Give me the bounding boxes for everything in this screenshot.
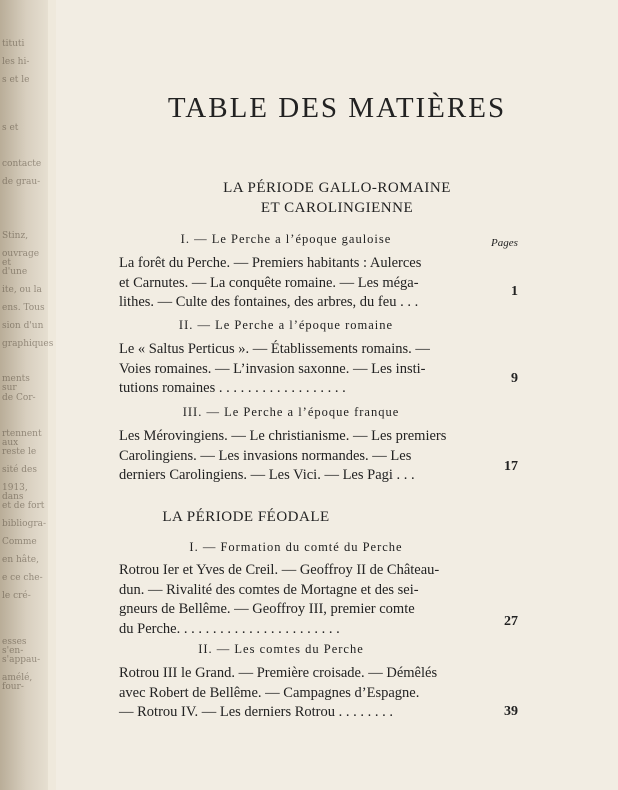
table-of-contents-page bbox=[56, 0, 618, 790]
page-number: 1 bbox=[511, 284, 518, 299]
summary-line: Le « Saltus Perticus ». — Établissements romains. — bbox=[119, 341, 430, 357]
page-number: 39 bbox=[504, 704, 518, 719]
page-number: 27 bbox=[504, 614, 518, 629]
summary-line: Voies romaines. — L’invasion saxonne. — Les insti- bbox=[119, 360, 426, 377]
chapter-summary bbox=[119, 427, 489, 486]
summary-line: dun. — Rivalité des comtes de Mortagne et des sei- bbox=[119, 581, 419, 598]
chapter-heading: II. — Les comtes du Perche bbox=[198, 642, 364, 656]
summary-line: gneurs de Bellême. — Geoffroy III, premier comte bbox=[119, 601, 415, 617]
summary-line: Rotrou III le Grand. — Première croisade. — Démêlés bbox=[119, 665, 438, 681]
page-number: 17 bbox=[504, 459, 518, 474]
summary-line: Carolingiens. — Les invasions normandes. — Les bbox=[119, 447, 412, 464]
summary-line: La forêt du Perche. — Premiers habitants : Aulerces bbox=[119, 255, 422, 271]
page-title: TABLE DES MATIÈRES bbox=[167, 92, 507, 124]
summary-line: — Rotrou IV. — Les derniers Rotrou . . . . . . . . bbox=[119, 704, 393, 720]
part-heading-line: LA PÉRIODE GALLO-ROMAINE bbox=[223, 180, 451, 196]
chapter-summary bbox=[119, 254, 489, 313]
part-heading-line: ET CAROLINGIENNE bbox=[260, 200, 414, 216]
part-heading-line: LA PÉRIODE FÉODALE bbox=[162, 509, 330, 525]
summary-line: du Perche. . . . . . . . . . . . . . . . . . . . . . . bbox=[119, 620, 340, 637]
summary-line: et Carnutes. — La conquête romaine. — Les méga- bbox=[119, 274, 419, 291]
summary-line: Rotrou Ier et Yves de Creil. — Geoffroy II de Château- bbox=[119, 562, 440, 578]
chapter-heading: III. — Le Perche a l’époque franque bbox=[182, 405, 400, 419]
previous-page-gutter: tituti les hi- s et le s et contacte de grau- Stinz, ouvrage et d'une ite, ou la ens. Tous sion d'un graphiques ments sur de Cor- rtennent aux reste le sité des 1913, dans et de fort bibliogra- Comme en hâte, e ce che- le cré- esses s'en- s'appau- amélé, four- bbox=[0, 0, 48, 790]
summary-line: lithes. — Culte des fontaines, des arbres, du feu . . . bbox=[119, 294, 419, 310]
part-heading-feodale bbox=[56, 507, 436, 527]
chapter-summary bbox=[119, 561, 489, 639]
chapter-heading: I. — Formation du comté du Perche bbox=[189, 540, 403, 554]
summary-line: avec Robert de Bellême. — Campagnes d’Espagne. bbox=[119, 684, 420, 701]
chapter-heading: I. — Le Perche a l’époque gauloise bbox=[180, 232, 392, 246]
chapter-summary bbox=[119, 340, 489, 399]
chapter-heading: II. — Le Perche a l’époque romaine bbox=[178, 318, 394, 332]
page-number: 9 bbox=[511, 371, 518, 386]
summary-line: tutions romaines . . . . . . . . . . . . . . . . . . bbox=[119, 380, 346, 396]
part-heading-gallo-romaine bbox=[56, 178, 618, 218]
chapter-summary bbox=[119, 664, 489, 723]
pages-column-label: Pages bbox=[491, 237, 518, 249]
summary-line: derniers Carolingiens. — Les Vici. — Les Pagi . . . bbox=[119, 467, 415, 483]
summary-line: Les Mérovingiens. — Le christianisme. — Les premiers bbox=[119, 428, 447, 444]
